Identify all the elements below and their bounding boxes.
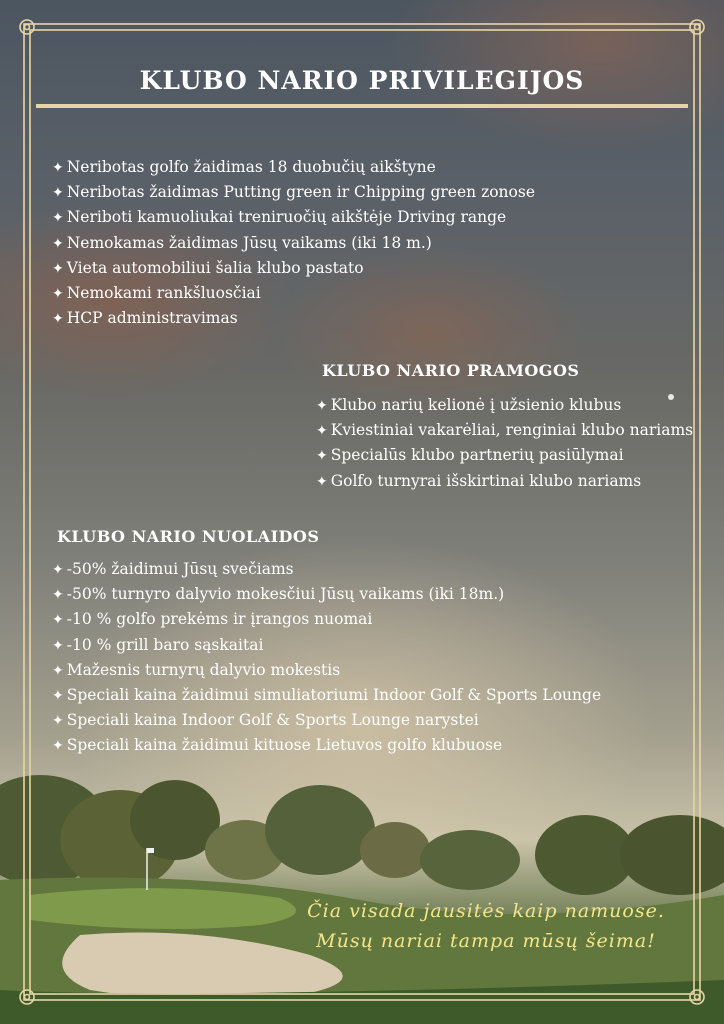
star-bullet-icon: ✦: [316, 473, 328, 490]
list-item: ✦ Neribotas golfo žaidimas 18 duobučių aikštyne: [52, 158, 436, 176]
star-bullet-icon: ✦: [52, 235, 64, 252]
star-bullet-icon: ✦: [52, 286, 64, 303]
list-item: ✦ -10 % golfo prekėms ir įrangos nuomai: [52, 610, 373, 629]
star-bullet-icon: ✦: [52, 587, 64, 604]
star-bullet-icon: ✦: [316, 423, 328, 440]
list-item: ✦ Neriboti kamuoliukai treniruočių aikštėje Driving range: [52, 208, 507, 227]
privileges-list: [52, 155, 535, 331]
star-bullet-icon: ✦: [52, 738, 64, 755]
list-item: ✦ Kviestiniai vakarėliai, renginiai klubo nariams: [316, 421, 694, 440]
star-bullet-icon: ✦: [316, 398, 328, 414]
list-item: ✦ Nemokami rankšluosčiai: [52, 284, 261, 303]
star-bullet-icon: ✦: [52, 562, 64, 578]
star-bullet-icon: ✦: [52, 662, 64, 679]
list-item: ✦ Specialūs klubo partnerių pasiūlymai: [316, 446, 624, 465]
star-bullet-icon: ✦: [52, 637, 64, 654]
page-title: KLUBO NARIO PRIVILEGIJOS: [139, 66, 585, 95]
list-item: ✦ -50% žaidimui Jūsų svečiams: [52, 560, 294, 578]
list-item: ✦ Vieta automobiliui šalia klubo pastato: [52, 258, 364, 277]
discounts-heading: KLUBO NARIO NUOLAIDOS: [57, 527, 320, 546]
list-item: ✦ Neribotas žaidimas Putting green ir Chipping green zonose: [52, 183, 536, 202]
star-bullet-icon: ✦: [316, 448, 328, 465]
entertainment-heading: KLUBO NARIO PRAMOGOS: [322, 361, 580, 380]
list-item: ✦ HCP administravimas: [52, 309, 238, 328]
star-bullet-icon: ✦: [52, 311, 64, 328]
discounts-list: [52, 557, 601, 759]
star-bullet-icon: ✦: [52, 612, 64, 629]
slogan-line-1: Čia visada jausitės kaip namuose.: [307, 900, 665, 922]
slogan-line-2: Mūsų nariai tampa mūsų šeima!: [316, 930, 656, 952]
star-bullet-icon: ✦: [52, 713, 64, 730]
title-underline: [36, 104, 688, 108]
list-item: ✦ Nemokamas žaidimas Jūsų vaikams (iki 18 m.): [52, 233, 432, 252]
list-item: ✦ Speciali kaina žaidimui simuliatoriumi Indoor Golf & Sports Lounge: [52, 686, 602, 705]
star-bullet-icon: ✦: [52, 185, 64, 202]
list-item: ✦ -50% turnyro dalyvio mokesčiui Jūsų vaikams (iki 18m.): [52, 585, 505, 604]
star-bullet-icon: ✦: [52, 210, 64, 227]
list-item: ✦ Klubo narių kelionė į užsienio klubus: [316, 396, 622, 414]
list-item: ✦ Golfo turnyrai išskirtinai klubo nariams: [316, 471, 642, 490]
star-bullet-icon: ✦: [52, 160, 64, 176]
list-item: ✦ -10 % grill baro sąskaitai: [52, 635, 264, 654]
entertainment-list: [316, 393, 693, 494]
star-bullet-icon: ✦: [52, 260, 64, 277]
list-item: ✦ Speciali kaina Indoor Golf & Sports Lounge narystei: [52, 711, 479, 730]
star-bullet-icon: ✦: [52, 688, 64, 705]
list-item: ✦ Speciali kaina žaidimui kituose Lietuvos golfo klubuose: [52, 736, 503, 755]
list-item: ✦ Mažesnis turnyrų dalyvio mokestis: [52, 660, 341, 679]
